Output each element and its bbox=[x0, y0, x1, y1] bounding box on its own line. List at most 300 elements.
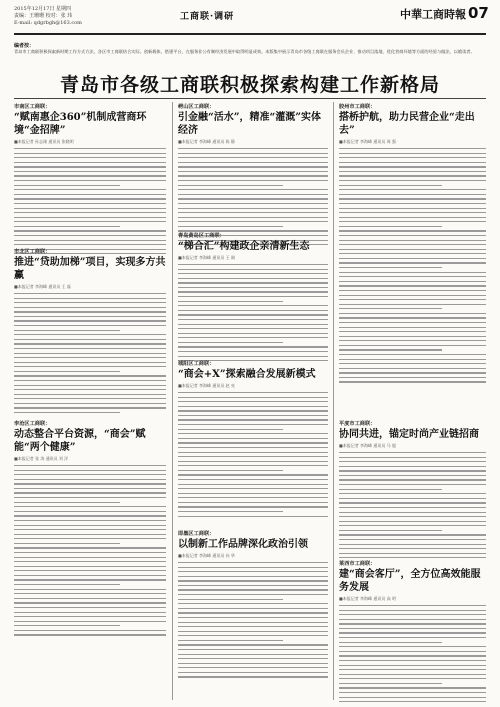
text-line bbox=[339, 697, 486, 698]
text-line bbox=[339, 331, 486, 332]
text-line bbox=[14, 584, 120, 585]
text-line bbox=[14, 380, 166, 381]
text-line bbox=[339, 678, 486, 679]
text-line bbox=[178, 567, 328, 568]
column-separator bbox=[172, 102, 173, 700]
text-line bbox=[339, 642, 442, 643]
text-line bbox=[14, 185, 120, 186]
text-line bbox=[339, 701, 486, 702]
text-line bbox=[339, 521, 486, 522]
text-line bbox=[14, 607, 166, 608]
text-line bbox=[178, 269, 328, 270]
text-line bbox=[178, 474, 328, 475]
text-line bbox=[339, 208, 486, 209]
text-line bbox=[339, 162, 486, 163]
text-line bbox=[339, 349, 442, 350]
text-line bbox=[14, 320, 166, 321]
article-byline: ■本报记者 李海峰 通讯员 王 磊 bbox=[14, 284, 71, 289]
text-line bbox=[178, 324, 328, 325]
article-body bbox=[178, 264, 328, 361]
text-line bbox=[14, 366, 166, 367]
text-line bbox=[178, 328, 328, 329]
text-line bbox=[178, 433, 328, 434]
text-line bbox=[14, 497, 166, 498]
text-line bbox=[178, 221, 328, 222]
text-line bbox=[339, 359, 486, 360]
article-title: 推进“贷助加梯”项目，实现多方共赢 bbox=[14, 257, 166, 281]
text-line bbox=[339, 226, 442, 227]
article-kicker: 胶州市工商联： bbox=[339, 104, 376, 110]
text-line bbox=[178, 672, 328, 673]
text-line bbox=[14, 557, 166, 558]
article-byline: ■本报记者 张 涛 通讯员 刘 洋 bbox=[14, 456, 69, 461]
text-line bbox=[14, 593, 166, 594]
text-line bbox=[178, 676, 328, 677]
text-line bbox=[178, 226, 283, 227]
text-line bbox=[14, 166, 166, 167]
text-line bbox=[339, 544, 486, 545]
text-line bbox=[178, 287, 328, 288]
text-line bbox=[339, 258, 486, 259]
article-byline: ■本报记者 李海峰 通讯员 王 刚 bbox=[178, 255, 235, 260]
article-body bbox=[14, 148, 166, 254]
text-line bbox=[14, 157, 166, 158]
text-line bbox=[14, 311, 166, 312]
article-body bbox=[339, 605, 486, 702]
text-line bbox=[178, 162, 328, 163]
text-line bbox=[178, 415, 328, 416]
text-line bbox=[14, 630, 166, 631]
article-byline: ■本报记者 李海峰 通讯员 孙 华 bbox=[178, 553, 235, 558]
text-line bbox=[14, 316, 166, 317]
text-line bbox=[178, 594, 328, 595]
text-line bbox=[14, 616, 166, 617]
text-line bbox=[178, 429, 283, 430]
text-line bbox=[178, 310, 328, 311]
text-line bbox=[178, 456, 328, 457]
text-line bbox=[14, 153, 166, 154]
text-line bbox=[178, 333, 328, 334]
text-line bbox=[178, 622, 328, 623]
text-line bbox=[339, 340, 486, 341]
text-line bbox=[178, 314, 328, 315]
text-line bbox=[178, 479, 328, 480]
text-line bbox=[14, 525, 166, 526]
text-line bbox=[14, 394, 166, 395]
text-line bbox=[178, 658, 328, 659]
text-line bbox=[178, 493, 328, 494]
text-line bbox=[178, 502, 328, 503]
text-line bbox=[178, 157, 328, 158]
text-line bbox=[14, 612, 166, 613]
text-line bbox=[339, 516, 486, 517]
text-line bbox=[339, 530, 442, 531]
text-line bbox=[14, 198, 166, 199]
text-line bbox=[178, 589, 328, 590]
text-line bbox=[339, 157, 486, 158]
text-line bbox=[178, 644, 328, 645]
text-line bbox=[14, 412, 120, 413]
text-line bbox=[178, 511, 283, 512]
text-line bbox=[178, 406, 328, 407]
text-line bbox=[339, 212, 486, 213]
text-line bbox=[339, 313, 486, 314]
text-line bbox=[178, 571, 328, 572]
text-line bbox=[339, 475, 486, 476]
text-line bbox=[178, 296, 328, 297]
text-line bbox=[178, 635, 328, 636]
article-kicker: 城阳区工商联： bbox=[178, 361, 215, 367]
text-line bbox=[14, 325, 166, 326]
text-line bbox=[178, 461, 328, 462]
text-line bbox=[339, 381, 486, 382]
text-line bbox=[339, 253, 486, 254]
text-line bbox=[178, 452, 328, 453]
text-line bbox=[14, 570, 166, 571]
text-line bbox=[178, 506, 328, 507]
text-line bbox=[339, 153, 486, 154]
page-header bbox=[0, 0, 500, 34]
text-line bbox=[178, 410, 328, 411]
text-line bbox=[178, 419, 328, 420]
text-line bbox=[339, 489, 442, 490]
text-line bbox=[339, 452, 486, 453]
article-title: 引金融“活水”，精准“灌溉”实体经济 bbox=[178, 112, 322, 136]
text-line bbox=[339, 377, 486, 378]
text-line bbox=[178, 346, 328, 347]
text-line bbox=[339, 166, 486, 167]
text-line bbox=[339, 632, 486, 633]
article-byline: ■本报记者 李海峰 通讯员 高 明 bbox=[339, 596, 396, 601]
text-line bbox=[14, 385, 166, 386]
text-line bbox=[14, 538, 166, 539]
editor-note-text: 青岛市工商联积极探索新时期工作方式方法，各区市工商联结合实际，创新载体，搭建平台，在服务非公有制经济发展中取得明显成效。本版集中展示青岛市各级工商联在服务会员企业、推动项目落地、优化营商环境等方面的经验与做法，以飨读者。 bbox=[14, 49, 475, 54]
text-line bbox=[178, 319, 328, 320]
text-line bbox=[339, 553, 486, 554]
paper-name: 中華工商時報 bbox=[400, 8, 466, 21]
article-kicker: 李沧区工商联： bbox=[14, 421, 51, 427]
article-title: 协同共进，锚定时尚产业链招商 bbox=[339, 429, 479, 440]
text-line bbox=[339, 175, 486, 176]
text-line bbox=[339, 317, 486, 318]
text-line bbox=[14, 307, 166, 308]
text-line bbox=[14, 148, 166, 149]
text-line bbox=[178, 640, 283, 641]
text-line bbox=[14, 221, 166, 222]
text-line bbox=[339, 605, 486, 606]
text-line bbox=[339, 203, 486, 204]
page-number: 07 bbox=[468, 4, 489, 22]
text-line bbox=[178, 397, 328, 398]
text-line bbox=[14, 403, 166, 404]
text-line bbox=[339, 619, 486, 620]
text-line bbox=[178, 166, 328, 167]
text-line bbox=[178, 488, 328, 489]
text-line bbox=[14, 589, 166, 590]
text-line bbox=[14, 348, 166, 349]
article-byline: ■本报记者 李海峰 通讯员 赵 亮 bbox=[178, 383, 235, 388]
text-line bbox=[339, 322, 486, 323]
text-line bbox=[14, 534, 166, 535]
text-line bbox=[339, 221, 486, 222]
text-line bbox=[14, 575, 166, 576]
text-line bbox=[178, 291, 328, 292]
article-title: “梯合汇”构建政企亲清新生态 bbox=[178, 241, 310, 252]
text-line bbox=[14, 474, 166, 475]
text-line bbox=[339, 304, 486, 305]
text-line bbox=[339, 354, 486, 355]
text-line bbox=[178, 342, 283, 343]
text-line bbox=[339, 171, 486, 172]
text-line bbox=[178, 148, 328, 149]
text-line bbox=[339, 249, 486, 250]
text-line bbox=[339, 502, 486, 503]
article-byline: ■本报记者 孙志刚 通讯员 张晓明 bbox=[14, 139, 74, 144]
text-line bbox=[339, 230, 486, 231]
text-line bbox=[339, 372, 486, 373]
text-line bbox=[178, 171, 328, 172]
text-line bbox=[339, 539, 486, 540]
text-line bbox=[14, 343, 166, 344]
article-jiaozhou[interactable] bbox=[339, 103, 486, 386]
article-body bbox=[14, 293, 166, 413]
text-line bbox=[339, 217, 486, 218]
article-kicker: 即墨区工商联： bbox=[178, 531, 215, 537]
article-laixi[interactable] bbox=[339, 560, 486, 706]
text-line bbox=[339, 272, 486, 273]
text-line bbox=[178, 612, 328, 613]
text-line bbox=[339, 646, 486, 647]
text-line bbox=[14, 334, 166, 335]
text-line bbox=[178, 599, 283, 600]
text-line bbox=[339, 660, 486, 661]
text-line bbox=[14, 194, 166, 195]
article-body bbox=[339, 148, 486, 383]
article-title: “赋南惠企360”机制成营商环境“金招牌” bbox=[14, 112, 147, 136]
text-line bbox=[339, 295, 486, 296]
text-line bbox=[178, 175, 328, 176]
text-line bbox=[178, 617, 328, 618]
article-title: 以制新工作品牌深化政治引领 bbox=[178, 539, 308, 550]
text-line bbox=[14, 625, 120, 626]
text-line bbox=[339, 651, 486, 652]
text-line bbox=[339, 512, 486, 513]
text-line bbox=[339, 637, 486, 638]
text-line bbox=[178, 667, 328, 668]
text-line bbox=[339, 665, 486, 666]
text-line bbox=[178, 442, 328, 443]
text-line bbox=[339, 345, 486, 346]
text-line bbox=[178, 301, 283, 302]
text-line bbox=[178, 438, 328, 439]
text-line bbox=[178, 654, 328, 655]
text-line bbox=[339, 674, 486, 675]
text-line bbox=[339, 655, 486, 656]
text-line bbox=[178, 580, 328, 581]
page-headline: 青岛市各级工商联积极探索构建工作新格局 bbox=[59, 74, 440, 96]
article-byline: ■本报记者 李海峰 通讯员 马 超 bbox=[339, 443, 396, 448]
article-kicker: 平度市工商联： bbox=[339, 421, 376, 427]
text-line bbox=[339, 180, 486, 181]
text-line bbox=[339, 557, 486, 558]
text-line bbox=[339, 466, 486, 467]
text-line bbox=[178, 273, 328, 274]
text-line bbox=[339, 189, 486, 190]
text-line bbox=[339, 327, 486, 328]
text-line bbox=[339, 244, 486, 245]
article-body bbox=[339, 452, 486, 558]
text-line bbox=[339, 235, 486, 236]
text-line bbox=[14, 621, 166, 622]
article-huangdao[interactable] bbox=[178, 232, 328, 365]
text-line bbox=[14, 492, 166, 493]
text-line bbox=[339, 534, 486, 535]
text-line bbox=[339, 276, 486, 277]
text-line bbox=[339, 683, 442, 684]
text-line bbox=[178, 484, 328, 485]
text-line bbox=[178, 576, 328, 577]
text-line bbox=[178, 198, 328, 199]
text-line bbox=[178, 465, 328, 466]
text-line bbox=[14, 561, 166, 562]
article-kicker: 莱西市工商联： bbox=[339, 561, 376, 567]
text-line bbox=[14, 362, 166, 363]
text-line bbox=[14, 552, 166, 553]
text-line bbox=[178, 185, 283, 186]
text-line bbox=[14, 520, 166, 521]
text-line bbox=[339, 507, 486, 508]
article-body bbox=[14, 465, 166, 636]
text-line bbox=[14, 230, 166, 231]
text-line bbox=[14, 171, 166, 172]
text-line bbox=[339, 240, 486, 241]
text-line bbox=[339, 623, 486, 624]
article-kicker: 市南区工商联： bbox=[14, 104, 51, 110]
text-line bbox=[14, 189, 166, 190]
text-line bbox=[339, 290, 486, 291]
text-line bbox=[14, 226, 120, 227]
text-line bbox=[178, 470, 283, 471]
text-line bbox=[14, 330, 120, 331]
text-line bbox=[14, 407, 166, 408]
text-line bbox=[14, 389, 166, 390]
text-line bbox=[339, 148, 486, 149]
text-line bbox=[14, 602, 166, 603]
text-line bbox=[14, 470, 166, 471]
text-line bbox=[14, 293, 166, 294]
text-line bbox=[178, 603, 328, 604]
text-line bbox=[178, 278, 328, 279]
text-line bbox=[339, 548, 486, 549]
text-line bbox=[178, 351, 328, 352]
text-line bbox=[14, 598, 166, 599]
article-title: “商会+X”探索融合发展新模式 bbox=[178, 369, 316, 380]
text-line bbox=[178, 337, 328, 338]
article-title: 建“商会客厅”，全方位高效能服务发展 bbox=[339, 569, 481, 593]
text-line bbox=[339, 692, 486, 693]
text-line bbox=[178, 626, 328, 627]
article-byline: ■本报记者 李海峰 通讯员 陈 静 bbox=[178, 139, 235, 144]
text-line bbox=[178, 208, 328, 209]
text-line bbox=[339, 614, 486, 615]
text-line bbox=[339, 363, 486, 364]
text-line bbox=[339, 267, 442, 268]
text-line bbox=[178, 447, 328, 448]
article-licang[interactable] bbox=[14, 420, 166, 639]
text-line bbox=[339, 628, 486, 629]
text-line bbox=[14, 353, 166, 354]
article-pingdu[interactable] bbox=[339, 420, 486, 562]
text-line bbox=[178, 194, 328, 195]
text-line bbox=[14, 547, 166, 548]
text-line bbox=[178, 217, 328, 218]
text-line bbox=[339, 461, 486, 462]
text-line bbox=[178, 392, 328, 393]
text-line bbox=[14, 302, 166, 303]
text-line bbox=[14, 235, 166, 236]
text-line bbox=[14, 579, 166, 580]
article-body bbox=[178, 562, 328, 678]
section-name: 工商联·调研 bbox=[180, 12, 235, 22]
text-line bbox=[339, 610, 486, 611]
text-line bbox=[14, 375, 166, 376]
text-line bbox=[14, 502, 120, 503]
text-line bbox=[14, 543, 120, 544]
text-line bbox=[14, 212, 166, 213]
text-line bbox=[178, 608, 328, 609]
text-line bbox=[14, 357, 166, 358]
text-line bbox=[178, 562, 328, 563]
text-line bbox=[178, 189, 328, 190]
article-shinan[interactable] bbox=[14, 103, 166, 258]
text-line bbox=[14, 479, 166, 480]
text-line bbox=[339, 281, 486, 282]
text-line bbox=[178, 401, 328, 402]
text-line bbox=[178, 663, 328, 664]
text-line bbox=[178, 153, 328, 154]
article-kicker: 崂山区工商联： bbox=[178, 104, 215, 110]
article-shibei[interactable] bbox=[14, 248, 166, 417]
text-line bbox=[14, 180, 166, 181]
text-line bbox=[339, 194, 486, 195]
text-line bbox=[339, 493, 486, 494]
text-line bbox=[14, 240, 166, 241]
text-line bbox=[178, 631, 328, 632]
article-byline: ■本报记者 李海峰 通讯员 周 强 bbox=[339, 139, 396, 144]
text-line bbox=[339, 687, 486, 688]
article-kicker: 青岛黄岛区工商联： bbox=[178, 233, 225, 239]
article-jimo[interactable] bbox=[178, 530, 328, 681]
article-kicker: 市北区工商联： bbox=[14, 249, 51, 255]
text-line bbox=[339, 470, 486, 471]
text-line bbox=[178, 356, 328, 357]
text-line bbox=[178, 282, 328, 283]
text-line bbox=[178, 585, 328, 586]
text-line bbox=[14, 203, 166, 204]
text-line bbox=[339, 285, 486, 286]
article-chengyang[interactable] bbox=[178, 360, 328, 520]
text-line bbox=[339, 185, 442, 186]
text-line bbox=[14, 529, 166, 530]
text-line bbox=[339, 457, 486, 458]
text-line bbox=[14, 465, 166, 466]
text-line bbox=[339, 336, 486, 337]
text-line bbox=[14, 511, 166, 512]
article-laoshan[interactable] bbox=[178, 103, 328, 249]
text-line bbox=[339, 368, 486, 369]
text-line bbox=[178, 649, 328, 650]
issue-meta bbox=[14, 6, 164, 27]
